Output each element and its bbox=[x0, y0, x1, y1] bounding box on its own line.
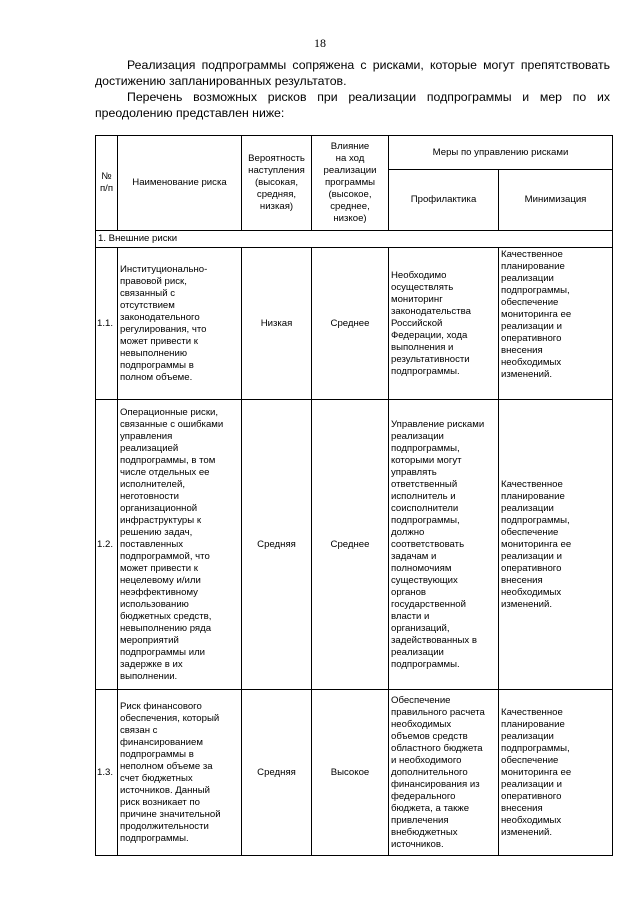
row-number: 1.2. bbox=[96, 400, 118, 690]
risk-impact: Среднее bbox=[312, 400, 389, 690]
section-external-risks: 1. Внешние риски bbox=[96, 231, 613, 248]
risk-name: Операционные риски, связанные с ошибками управления реализацией подпрограммы, в том числе отдельных ее исполнителей, неготовности организационной инфраструктуры к решению задач, поставленных подпрограммой, что может привести к нецелевому и/или неэффективному использованию бюджетных средств, невыполнению ряда мероприятий подпрограммы или задержке в их выполнении. bbox=[118, 400, 242, 690]
risk-table bbox=[95, 135, 613, 856]
risk-impact: Высокое bbox=[312, 690, 389, 856]
header-probability: Вероятность наступления (высокая, средняя, низкая) bbox=[242, 136, 312, 231]
risk-prevention: Управление рисками реализации подпрограммы, которыми могут управлять ответственный исполнитель и соисполнители подпрограммы, должно соответствовать задачам и полномочиям существующих органов государственной власти и организаций, задействованных в реализации подпрограммы. bbox=[389, 400, 499, 690]
table-row bbox=[96, 248, 613, 400]
risk-impact: Среднее bbox=[312, 248, 389, 400]
header-measures: Меры по управлению рисками bbox=[389, 136, 613, 170]
intro-paragraph-risks bbox=[95, 57, 610, 89]
header-prevention: Профилактика bbox=[389, 170, 499, 231]
header-minimization: Минимизация bbox=[499, 170, 613, 231]
table-row bbox=[96, 690, 613, 856]
intro-paragraph-2-text: Перечень возможных рисков при реализации подпрограммы и мер по их преодолению представлен ниже: bbox=[95, 90, 610, 120]
header-impact: Влияние на ход реализации программы (высокое, среднее, низкое) bbox=[312, 136, 389, 231]
intro-paragraph-list bbox=[95, 89, 610, 121]
risk-minimization: Качественное планирование реализации подпрограммы, обеспечение мониторинга ее реализации и оперативного внесения необходимых изменений. bbox=[499, 400, 613, 690]
risk-minimization: Качественное планирование реализации подпрограммы, обеспечение мониторинга ее реализации и оперативного внесения необходимых изменений. bbox=[499, 248, 613, 400]
header-risk-name: Наименование риска bbox=[118, 136, 242, 231]
risk-name: Институционально- правовой риск, связанный с отсутствием законодательного регулирования, что может привести к невыполнению подпрограммы в полном объеме. bbox=[118, 248, 242, 400]
risk-prevention: Обеспечение правильного расчета необходимых объемов средств областного бюджета и необходимого дополнительного финансирования из федерального бюджета, а также привлечения внебюджетных источников. bbox=[389, 690, 499, 856]
header-num: № п/п bbox=[96, 136, 118, 231]
risk-minimization: Качественное планирование реализации подпрограммы, обеспечение мониторинга ее реализации и оперативного внесения необходимых изменений. bbox=[499, 690, 613, 856]
table-row bbox=[96, 400, 613, 690]
intro-paragraph-1-text: Реализация подпрограммы сопряжена с рисками, которые могут препятствовать достижению запланированных результатов. bbox=[95, 58, 610, 88]
row-number: 1.3. bbox=[96, 690, 118, 856]
page-number: 18 bbox=[314, 36, 326, 50]
risk-name: Риск финансового обеспечения, который связан с финансированием подпрограммы в неполном объеме за счет бюджетных источников. Данный риск возникает по причине значительной продолжительности подпрограммы. bbox=[118, 690, 242, 856]
row-number: 1.1. bbox=[96, 248, 118, 400]
risk-probability: Средняя bbox=[242, 690, 312, 856]
risk-probability: Средняя bbox=[242, 400, 312, 690]
risk-probability: Низкая bbox=[242, 248, 312, 400]
risk-prevention: Необходимо осуществлять мониторинг законодательства Российской Федерации, хода выполнения и результативности подпрограммы. bbox=[389, 248, 499, 400]
